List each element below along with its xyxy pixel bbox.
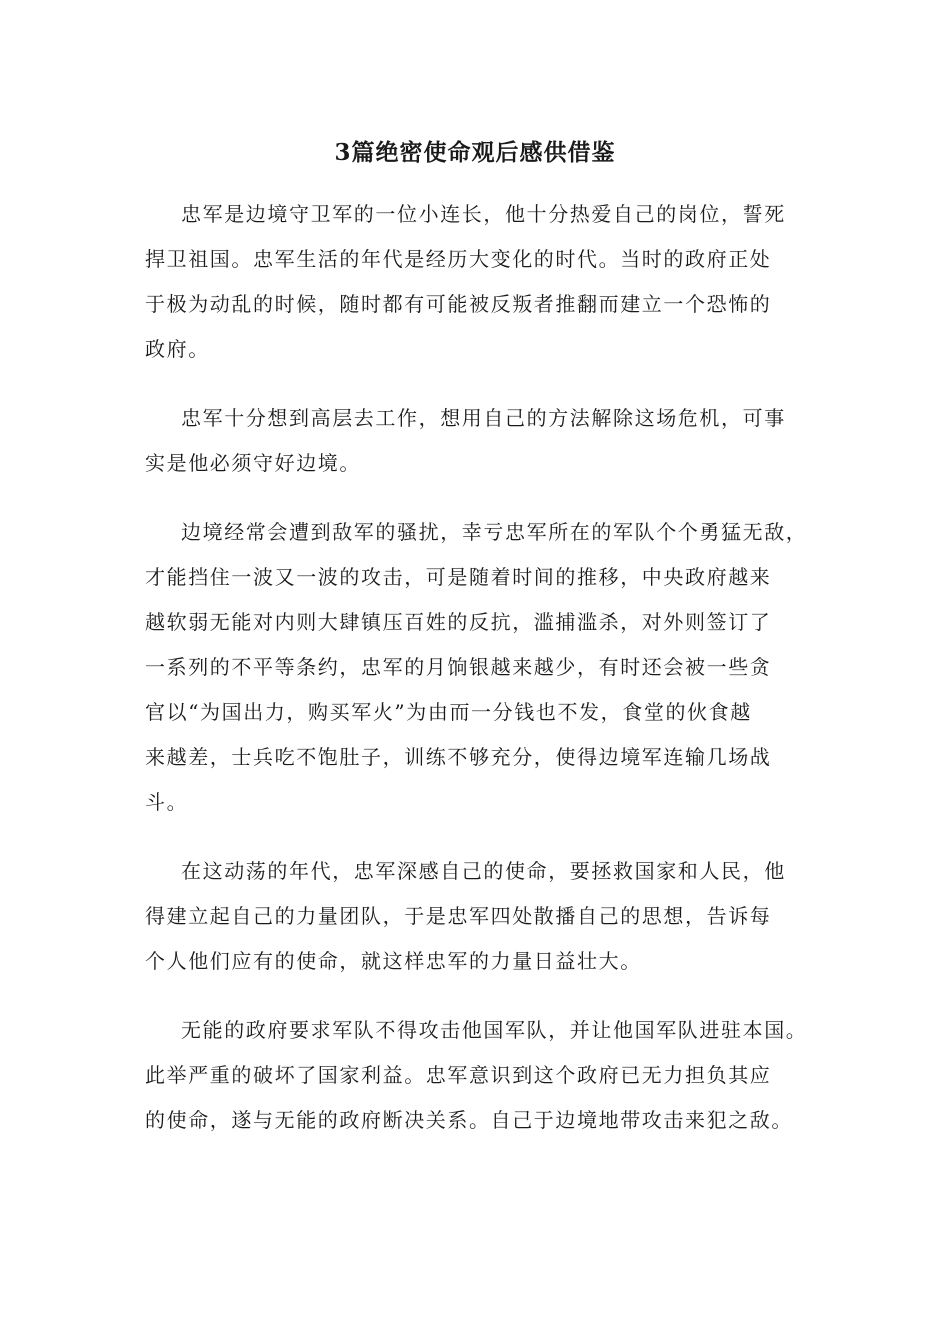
text-line: 于极为动乱的时候，随时都有可能被反叛者推翻而建立一个恐怖的 bbox=[145, 292, 772, 316]
text-line: 的使命，遂与无能的政府断决关系。自己于边境地带攻击来犯之敌。 bbox=[145, 1108, 793, 1132]
text-line: 在这动荡的年代，忠军深感自己的使命，要拯救国家和人民，他 bbox=[181, 859, 786, 883]
text-line: 越软弱无能对内则大肆镇压百姓的反抗，滥捕滥杀，对外则签订了 bbox=[145, 610, 772, 634]
text-line: 得建立起自己的力量团队，于是忠军四处散播自己的思想，告诉每 bbox=[145, 904, 772, 928]
text-line: 政府。 bbox=[145, 337, 210, 361]
text-line: 捍卫祖国。忠军生活的年代是经历大变化的时代。当时的政府正处 bbox=[145, 247, 772, 271]
text-line: 官以“为国出力，购买军火”为由而一分钱也不发，食堂的伙食越 bbox=[145, 700, 752, 724]
text-line: 忠军十分想到高层去工作，想用自己的方法解除这场危机，可事 bbox=[181, 406, 786, 430]
text-line: 边境经常会遭到敌军的骚扰，幸亏忠军所在的军队个个勇猛无敌， bbox=[181, 520, 808, 544]
text-line: 忠军是边境守卫军的一位小连长，他十分热爱自己的岗位，誓死 bbox=[181, 202, 786, 226]
text-line: 一系列的不平等条约，忠军的月饷银越来越少，有时还会被一些贪 bbox=[145, 655, 772, 679]
paragraph-3 bbox=[145, 510, 815, 825]
paragraph-1 bbox=[145, 192, 815, 372]
text-line: 此举严重的破坏了国家利益。忠军意识到这个政府已无力担负其应 bbox=[145, 1063, 772, 1087]
document-title: 3篇绝密使命观后感供借鉴 bbox=[334, 139, 616, 166]
paragraph-5 bbox=[145, 1008, 815, 1143]
text-line: 才能挡住一波又一波的攻击，可是随着时间的推移，中央政府越来 bbox=[145, 565, 772, 589]
text-line: 实是他必须守好边境。 bbox=[145, 451, 361, 475]
text-line: 来越差，士兵吃不饱肚子，训练不够充分，使得边境军连输几场战 bbox=[145, 745, 772, 769]
text-line: 斗。 bbox=[145, 790, 189, 814]
text-line: 个人他们应有的使命，就这样忠军的力量日益壮大。 bbox=[145, 949, 642, 973]
text-line: 无能的政府要求军队不得攻击他国军队，并让他国军队进驻本国。 bbox=[181, 1018, 808, 1042]
paragraph-4 bbox=[145, 849, 815, 984]
document-body bbox=[145, 192, 815, 1167]
paragraph-2 bbox=[145, 396, 815, 486]
